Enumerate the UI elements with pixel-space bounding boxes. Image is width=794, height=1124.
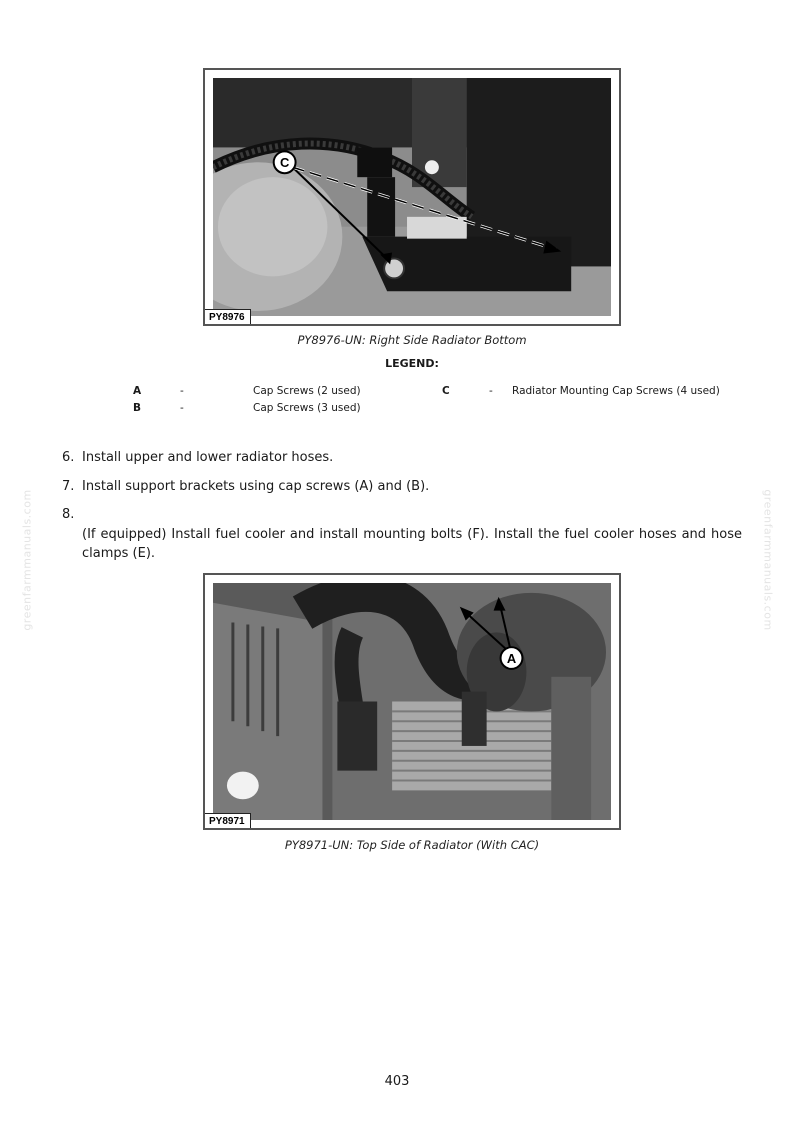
legend-dash: - [180, 402, 184, 414]
step-text: Install support brackets using cap screws (A) and (B). [82, 479, 430, 494]
callout-a: A [506, 651, 517, 666]
figure-tag: PY8976 [205, 309, 251, 324]
legend-text-c: Radiator Mounting Cap Screws (4 used) [512, 385, 720, 397]
legend-title: LEGEND: [385, 357, 439, 370]
step-number: 7. [62, 479, 75, 494]
legend-letter-a: A [133, 385, 142, 397]
callout-c: C [279, 155, 290, 171]
step-8-text: (If equipped) Install fuel cooler and install mounting bolts (F). Install the fuel cooler hoses and hose clamps (E). [82, 527, 742, 561]
legend-letter-b: B [133, 402, 142, 414]
figure-py8971 [203, 573, 621, 830]
radiator-bottom-illustration [213, 78, 611, 316]
legend-letter-c: C [442, 385, 450, 397]
figure-tag: PY8971 [205, 813, 251, 828]
legend-text-a: Cap Screws (2 used) [253, 385, 361, 397]
watermark-left: greenfarmmanuals.com [20, 489, 34, 631]
watermark-right: greenfarmmanuals.com [761, 489, 775, 631]
step-7 [62, 479, 429, 494]
radiator-top-photo [213, 583, 611, 820]
page-number: 403 [384, 1074, 410, 1089]
step-6 [62, 450, 333, 465]
legend-text-b: Cap Screws (3 used) [253, 402, 361, 414]
legend-dash: - [180, 385, 184, 397]
radiator-top-illustration [213, 583, 611, 820]
step-number: 8. [62, 507, 75, 522]
step-text: Install upper and lower radiator hoses. [82, 450, 334, 465]
step-number: 6. [62, 450, 75, 465]
figure-caption: PY8976-UN: Right Side Radiator Bottom [297, 333, 527, 347]
figure-caption: PY8971-UN: Top Side of Radiator (With CAC) [284, 838, 540, 852]
step-8 [62, 507, 82, 522]
radiator-bottom-photo [213, 78, 611, 316]
legend-dash: - [489, 385, 493, 397]
figure-py8976 [203, 68, 621, 326]
